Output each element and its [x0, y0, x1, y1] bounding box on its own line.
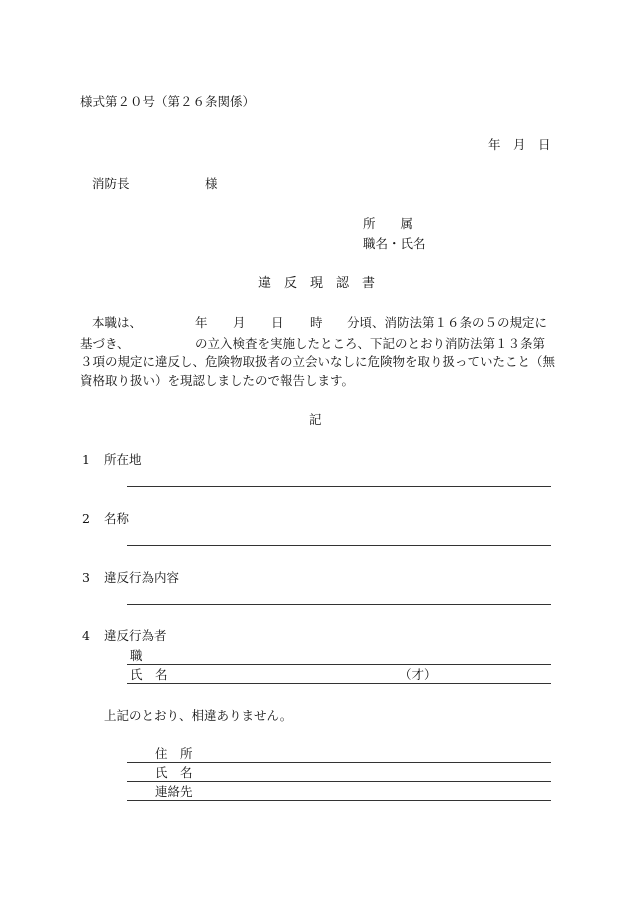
signature-name-line[interactable] — [127, 781, 551, 782]
signature-address-line[interactable] — [127, 762, 551, 763]
violator-occupation-line[interactable] — [127, 664, 551, 665]
body-line2-suffix: の立入検査を実施したところ、下記のとおり消防法第１３条第 — [195, 336, 546, 351]
body-line-3: ３項の規定に違反し、危険物取扱者の立会いなしに危険物を取り扱っていたこと（無 — [80, 354, 556, 369]
body-line-4: 資格取り扱い）を現認しましたので報告します。 — [80, 373, 355, 388]
item-label: 違反行為者 — [104, 628, 167, 643]
signature-contact-line[interactable] — [127, 800, 551, 801]
violator-name-line[interactable] — [127, 683, 551, 684]
item-number: 4 — [82, 628, 90, 643]
ki-label: 記 — [309, 412, 322, 427]
affiliation-label: 所 属 — [363, 216, 414, 231]
item-number: 3 — [82, 570, 90, 585]
item-label: 名称 — [104, 511, 130, 526]
violation-content-input-line[interactable] — [127, 604, 551, 605]
signature-address-label: 住 所 — [155, 746, 193, 761]
addressee-title: 消防長 — [92, 176, 130, 191]
violator-occupation-label: 職 — [130, 648, 143, 663]
signature-name-label: 氏 名 — [155, 765, 193, 780]
body-line1-month: 月 — [233, 315, 246, 330]
date-year-label: 年 — [488, 137, 501, 152]
violator-age-label: （才） — [399, 667, 437, 682]
body-line1-hour: 時 — [310, 315, 323, 330]
item-number: 2 — [82, 511, 90, 526]
item-number: 1 — [82, 452, 90, 467]
violator-name-label: 氏 名 — [130, 667, 168, 682]
body-line1-year: 年 — [195, 315, 208, 330]
position-name-label: 職名・氏名 — [363, 236, 426, 251]
location-input-line[interactable] — [127, 486, 551, 487]
name-input-line[interactable] — [127, 545, 551, 546]
date-month-label: 月 — [513, 137, 526, 152]
body-line2-prefix: 基づき、 — [80, 336, 130, 351]
body-line1-day: 日 — [271, 315, 284, 330]
item-label: 所在地 — [104, 452, 142, 467]
date-day-label: 日 — [538, 137, 551, 152]
confirmation-text: 上記のとおり、相違ありません。 — [104, 708, 293, 723]
body-line1-suffix: 分頃、消防法第１６条の５の規定に — [347, 315, 548, 330]
form-number: 様式第２０号（第２６条関係） — [80, 94, 256, 109]
body-line1-prefix: 本職は、 — [92, 315, 143, 330]
document-title: 違 反 現 認 書 — [258, 276, 376, 291]
item-label: 違反行為内容 — [104, 570, 180, 585]
addressee-honorific: 様 — [205, 176, 218, 191]
signature-contact-label: 連絡先 — [155, 784, 193, 799]
